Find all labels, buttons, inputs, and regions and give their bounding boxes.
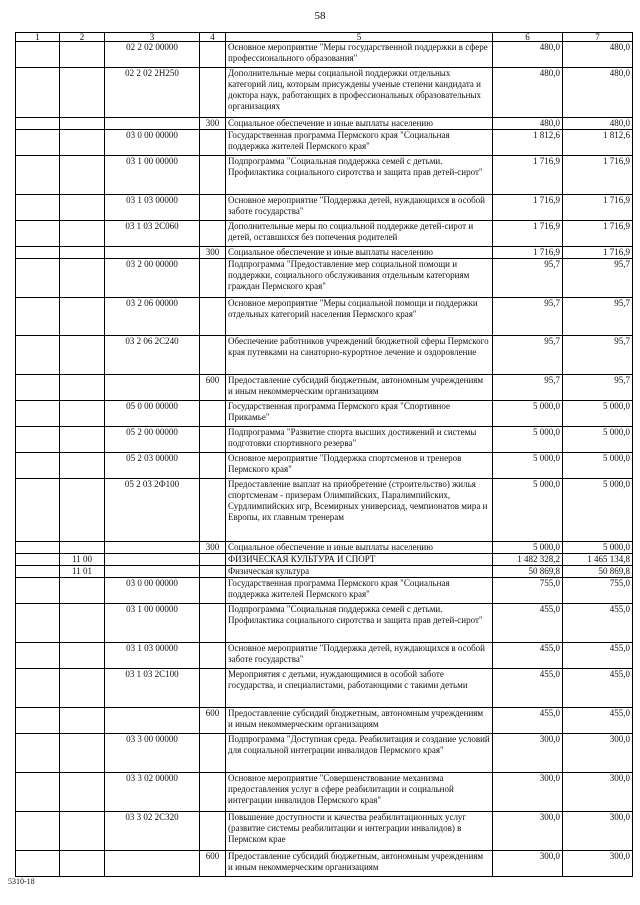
cell-amount-col6: 95,7 — [493, 375, 563, 401]
cell-amount-col7: 300,0 — [563, 773, 633, 812]
cell-col1 — [16, 812, 60, 851]
cell-col1 — [16, 604, 60, 643]
cell-section — [60, 375, 105, 401]
cell-section — [60, 401, 105, 427]
cell-amount-col6: 480,0 — [493, 42, 563, 68]
cell-col1 — [16, 259, 60, 298]
cell-target-article: 03 1 03 2С060 — [105, 221, 200, 247]
cell-expense-type — [200, 812, 226, 851]
cell-col1 — [16, 298, 60, 336]
cell-col1 — [16, 669, 60, 708]
cell-amount-col6: 480,0 — [493, 68, 563, 118]
cell-expense-type — [200, 427, 226, 453]
cell-amount-col7: 455,0 — [563, 643, 633, 669]
cell-target-article — [105, 851, 200, 877]
table-row — [16, 195, 633, 221]
cell-section — [60, 68, 105, 118]
column-header: 1 — [16, 33, 60, 42]
cell-expense-type: 300 — [200, 247, 226, 259]
cell-target-article: 03 1 03 2С100 — [105, 669, 200, 708]
cell-description: Повышение доступности и качества реабилитационных услуг (развитие системы реабилитации и интеграции инвалидов) в Пермском крае — [226, 812, 493, 851]
cell-col1 — [16, 427, 60, 453]
cell-expense-type — [200, 336, 226, 375]
cell-amount-col6: 5 000,0 — [493, 542, 563, 554]
table-row — [16, 604, 633, 643]
cell-amount-col7: 5 000,0 — [563, 427, 633, 453]
cell-amount-col6: 95,7 — [493, 298, 563, 336]
cell-description: Дополнительные меры по социальной поддержке детей-сирот и детей, оставшихся без попечения родителей — [226, 221, 493, 247]
cell-expense-type — [200, 401, 226, 427]
cell-col1 — [16, 375, 60, 401]
table-row — [16, 643, 633, 669]
cell-amount-col7: 1 716,9 — [563, 195, 633, 221]
cell-section — [60, 42, 105, 68]
cell-amount-col7: 1 465 134,8 — [563, 554, 633, 566]
cell-col1 — [16, 554, 60, 566]
table-row — [16, 298, 633, 336]
cell-expense-type — [200, 578, 226, 604]
cell-expense-type — [200, 479, 226, 542]
cell-target-article: 02 2 02 00000 — [105, 42, 200, 68]
column-header: 6 — [493, 33, 563, 42]
cell-amount-col7: 5 000,0 — [563, 401, 633, 427]
cell-target-article — [105, 554, 200, 566]
cell-amount-col7: 5 000,0 — [563, 542, 633, 554]
cell-amount-col6: 455,0 — [493, 708, 563, 734]
cell-amount-col6: 455,0 — [493, 669, 563, 708]
cell-description: Основное мероприятие "Поддержка детей, нуждающихся в особой заботе государства" — [226, 195, 493, 221]
cell-amount-col7: 480,0 — [563, 68, 633, 118]
table-row — [16, 336, 633, 375]
cell-col1 — [16, 643, 60, 669]
table-row — [16, 221, 633, 247]
cell-description: Предоставление субсидий бюджетным, автономным учреждениям и иным некоммерческим организациям — [226, 851, 493, 877]
cell-col1 — [16, 195, 60, 221]
cell-expense-type — [200, 669, 226, 708]
cell-target-article: 03 1 00 00000 — [105, 156, 200, 195]
cell-target-article: 03 0 00 00000 — [105, 130, 200, 156]
cell-target-article — [105, 542, 200, 554]
cell-amount-col7: 755,0 — [563, 578, 633, 604]
cell-col1 — [16, 42, 60, 68]
cell-col1 — [16, 247, 60, 259]
cell-amount-col6: 5 000,0 — [493, 427, 563, 453]
table-row — [16, 566, 633, 578]
cell-amount-col7: 480,0 — [563, 42, 633, 68]
cell-amount-col7: 50 869,8 — [563, 566, 633, 578]
cell-amount-col7: 95,7 — [563, 259, 633, 298]
cell-section — [60, 298, 105, 336]
cell-expense-type: 600 — [200, 708, 226, 734]
cell-expense-type: 600 — [200, 375, 226, 401]
document-code: 5310-18 — [8, 877, 35, 886]
cell-section — [60, 542, 105, 554]
cell-description: Основное мероприятие "Меры социальной помощи и поддержки отдельных категорий населения Пермского края" — [226, 298, 493, 336]
table-row — [16, 669, 633, 708]
cell-section — [60, 479, 105, 542]
cell-target-article: 05 2 00 00000 — [105, 427, 200, 453]
cell-col1 — [16, 118, 60, 130]
cell-col1 — [16, 453, 60, 479]
cell-amount-col7: 1 716,9 — [563, 221, 633, 247]
cell-description: Физическая культура — [226, 566, 493, 578]
table-row — [16, 734, 633, 773]
cell-section — [60, 453, 105, 479]
cell-section — [60, 336, 105, 375]
cell-amount-col7: 455,0 — [563, 604, 633, 643]
table-body — [16, 42, 633, 877]
table-row — [16, 401, 633, 427]
cell-description: Предоставление субсидий бюджетным, автономным учреждениям и иным некоммерческим организациям — [226, 708, 493, 734]
cell-amount-col6: 1 812,6 — [493, 130, 563, 156]
cell-description: Предоставление выплат на приобретение (строительство) жилья спортсменам - призерам Олимпийских, Паралимпийских, Сурдлимпийских игр, Всемирных универсиад, чемпионатов мира и Европы, их главным тренерам — [226, 479, 493, 542]
cell-amount-col7: 455,0 — [563, 669, 633, 708]
cell-target-article — [105, 708, 200, 734]
column-header-row — [16, 33, 633, 42]
cell-description: Государственная программа Пермского края "Социальная поддержка жителей Пермского края" — [226, 578, 493, 604]
cell-expense-type — [200, 130, 226, 156]
cell-description: Мероприятия с детьми, нуждающимися в особой заботе государства, и специалистами, работающими с такими детьми — [226, 669, 493, 708]
cell-amount-col6: 1 716,9 — [493, 247, 563, 259]
table-row — [16, 578, 633, 604]
cell-section — [60, 851, 105, 877]
cell-expense-type — [200, 298, 226, 336]
column-header: 5 — [226, 33, 493, 42]
cell-target-article: 03 2 00 00000 — [105, 259, 200, 298]
cell-amount-col7: 1 716,9 — [563, 156, 633, 195]
cell-expense-type — [200, 156, 226, 195]
cell-expense-type: 300 — [200, 542, 226, 554]
table-row — [16, 68, 633, 118]
cell-target-article — [105, 118, 200, 130]
table-row — [16, 812, 633, 851]
cell-description: Подпрограмма "Предоставление мер социальной помощи и поддержки, социального обслуживания отдельным категориям граждан Пермского края" — [226, 259, 493, 298]
cell-section — [60, 259, 105, 298]
cell-description: Государственная программа Пермского края "Социальная поддержка жителей Пермского края" — [226, 130, 493, 156]
cell-section — [60, 118, 105, 130]
cell-amount-col6: 300,0 — [493, 812, 563, 851]
cell-description: Основное мероприятие "Поддержка детей, нуждающихся в особой заботе государства" — [226, 643, 493, 669]
cell-target-article: 03 2 06 2С240 — [105, 336, 200, 375]
table-row — [16, 247, 633, 259]
cell-expense-type — [200, 643, 226, 669]
cell-col1 — [16, 578, 60, 604]
cell-description: Подпрограмма "Социальная поддержка семей с детьми. Профилактика социального сиротства и защита прав детей-сирот" — [226, 604, 493, 643]
cell-description: Основное мероприятие "Поддержка спортсменов и тренеров Пермского края" — [226, 453, 493, 479]
cell-amount-col7: 300,0 — [563, 851, 633, 877]
cell-amount-col6: 95,7 — [493, 259, 563, 298]
cell-description: Подпрограмма "Социальная поддержка семей с детьми. Профилактика социального сиротства и защита прав детей-сирот" — [226, 156, 493, 195]
cell-amount-col6: 1 716,9 — [493, 195, 563, 221]
cell-description: Подпрограмма "Доступная среда. Реабилитация и создание условий для социальной интеграции инвалидов Пермского края" — [226, 734, 493, 773]
cell-col1 — [16, 156, 60, 195]
cell-amount-col6: 5 000,0 — [493, 453, 563, 479]
table-row — [16, 375, 633, 401]
cell-amount-col6: 300,0 — [493, 734, 563, 773]
cell-expense-type — [200, 773, 226, 812]
cell-expense-type — [200, 604, 226, 643]
cell-target-article: 03 0 00 00000 — [105, 578, 200, 604]
budget-table — [15, 32, 633, 877]
cell-expense-type — [200, 221, 226, 247]
cell-target-article: 05 0 00 00000 — [105, 401, 200, 427]
cell-section — [60, 578, 105, 604]
cell-section — [60, 156, 105, 195]
column-header: 3 — [105, 33, 200, 42]
cell-col1 — [16, 851, 60, 877]
cell-target-article: 03 1 00 00000 — [105, 604, 200, 643]
cell-amount-col6: 455,0 — [493, 604, 563, 643]
table-row — [16, 156, 633, 195]
cell-expense-type — [200, 453, 226, 479]
cell-target-article: 05 2 03 00000 — [105, 453, 200, 479]
cell-amount-col7: 1 812,6 — [563, 130, 633, 156]
cell-target-article: 03 3 02 00000 — [105, 773, 200, 812]
cell-expense-type — [200, 42, 226, 68]
cell-target-article: 03 1 03 00000 — [105, 195, 200, 221]
cell-description: Подпрограмма "Развитие спорта высших достижений и системы подготовки спортивного резерва" — [226, 427, 493, 453]
cell-section — [60, 669, 105, 708]
cell-amount-col6: 1 716,9 — [493, 156, 563, 195]
cell-description: Социальное обеспечение и иные выплаты населению — [226, 542, 493, 554]
cell-description: Социальное обеспечение и иные выплаты населению — [226, 247, 493, 259]
cell-amount-col6: 300,0 — [493, 851, 563, 877]
cell-amount-col6: 95,7 — [493, 336, 563, 375]
cell-amount-col6: 1 482 328,2 — [493, 554, 563, 566]
cell-expense-type — [200, 566, 226, 578]
cell-col1 — [16, 566, 60, 578]
cell-amount-col7: 5 000,0 — [563, 479, 633, 542]
cell-col1 — [16, 68, 60, 118]
cell-target-article: 02 2 02 2Н250 — [105, 68, 200, 118]
cell-expense-type — [200, 259, 226, 298]
cell-description: Предоставление субсидий бюджетным, автономным учреждениям и иным некоммерческим организациям — [226, 375, 493, 401]
cell-target-article — [105, 566, 200, 578]
cell-amount-col6: 1 716,9 — [493, 221, 563, 247]
cell-target-article: 03 2 06 00000 — [105, 298, 200, 336]
table-row — [16, 773, 633, 812]
table-row — [16, 427, 633, 453]
cell-section — [60, 812, 105, 851]
cell-col1 — [16, 336, 60, 375]
cell-amount-col7: 300,0 — [563, 734, 633, 773]
cell-description: Государственная программа Пермского края "Спортивное Прикамье" — [226, 401, 493, 427]
cell-expense-type: 600 — [200, 851, 226, 877]
cell-amount-col6: 455,0 — [493, 643, 563, 669]
cell-section — [60, 195, 105, 221]
cell-expense-type: 300 — [200, 118, 226, 130]
cell-section — [60, 773, 105, 812]
cell-target-article — [105, 375, 200, 401]
column-header: 7 — [563, 33, 633, 42]
cell-section: 11 00 — [60, 554, 105, 566]
cell-target-article: 03 1 03 00000 — [105, 643, 200, 669]
cell-col1 — [16, 734, 60, 773]
cell-amount-col7: 95,7 — [563, 298, 633, 336]
cell-col1 — [16, 773, 60, 812]
cell-section: 11 01 — [60, 566, 105, 578]
cell-description: ФИЗИЧЕСКАЯ КУЛЬТУРА И СПОРТ — [226, 554, 493, 566]
cell-amount-col7: 480,0 — [563, 118, 633, 130]
cell-section — [60, 247, 105, 259]
cell-amount-col7: 300,0 — [563, 812, 633, 851]
cell-amount-col6: 300,0 — [493, 773, 563, 812]
cell-col1 — [16, 130, 60, 156]
table-row — [16, 542, 633, 554]
cell-section — [60, 604, 105, 643]
cell-amount-col7: 95,7 — [563, 375, 633, 401]
cell-col1 — [16, 401, 60, 427]
cell-section — [60, 643, 105, 669]
cell-expense-type — [200, 68, 226, 118]
cell-target-article: 05 2 03 2Ф100 — [105, 479, 200, 542]
cell-expense-type — [200, 195, 226, 221]
cell-target-article: 03 3 02 2С320 — [105, 812, 200, 851]
cell-description: Основное мероприятие "Совершенствование механизма предоставления услуг в сфере реабилитации и социальной интеграции инвалидов Пермского края" — [226, 773, 493, 812]
cell-amount-col7: 455,0 — [563, 708, 633, 734]
column-header: 4 — [200, 33, 226, 42]
cell-col1 — [16, 708, 60, 734]
cell-description: Дополнительные меры социальной поддержки отдельных категорий лиц, которым присуждены ученые степени кандидата и доктора наук, работающих в профессиональных образовательных организациях — [226, 68, 493, 118]
cell-section — [60, 427, 105, 453]
table-row — [16, 479, 633, 542]
column-header: 2 — [60, 33, 105, 42]
cell-description: Основное мероприятие "Меры государственной поддержки в сфере профессионального образования" — [226, 42, 493, 68]
table-row — [16, 851, 633, 877]
cell-description: Обеспечение работников учреждений бюджетной сферы Пермского края путевками на санаторно-курортное лечение и оздоровление — [226, 336, 493, 375]
cell-amount-col7: 1 716,9 — [563, 247, 633, 259]
cell-description: Социальное обеспечение и иные выплаты населению — [226, 118, 493, 130]
table-row — [16, 130, 633, 156]
cell-amount-col6: 755,0 — [493, 578, 563, 604]
cell-col1 — [16, 221, 60, 247]
table-row — [16, 554, 633, 566]
page-number: 58 — [314, 10, 326, 22]
table-row — [16, 708, 633, 734]
cell-amount-col7: 5 000,0 — [563, 453, 633, 479]
table-row — [16, 118, 633, 130]
cell-amount-col6: 5 000,0 — [493, 401, 563, 427]
cell-expense-type — [200, 734, 226, 773]
cell-target-article: 03 3 00 00000 — [105, 734, 200, 773]
cell-col1 — [16, 479, 60, 542]
cell-amount-col6: 5 000,0 — [493, 479, 563, 542]
cell-expense-type — [200, 554, 226, 566]
cell-amount-col6: 50 869,8 — [493, 566, 563, 578]
cell-section — [60, 708, 105, 734]
cell-target-article — [105, 247, 200, 259]
cell-section — [60, 221, 105, 247]
cell-section — [60, 130, 105, 156]
table-row — [16, 259, 633, 298]
cell-amount-col7: 95,7 — [563, 336, 633, 375]
cell-amount-col6: 480,0 — [493, 118, 563, 130]
table-row — [16, 453, 633, 479]
table-row — [16, 42, 633, 68]
cell-section — [60, 734, 105, 773]
cell-col1 — [16, 542, 60, 554]
